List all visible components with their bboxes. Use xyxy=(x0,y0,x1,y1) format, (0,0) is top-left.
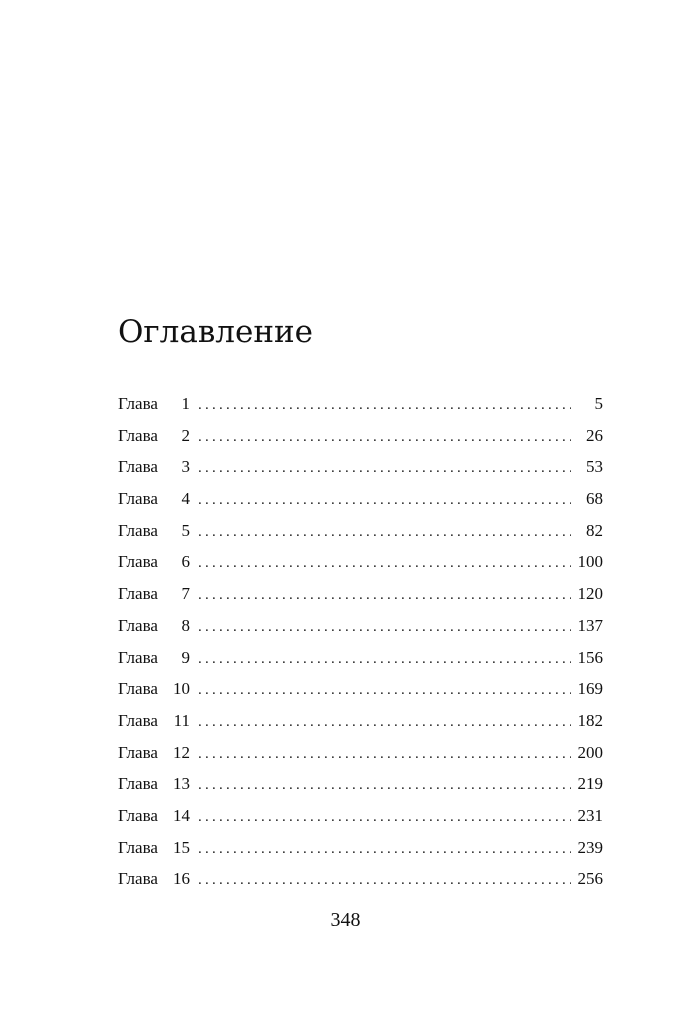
toc-dot-leader xyxy=(198,644,571,676)
toc-entry-chapter-number: 16 xyxy=(173,869,190,889)
toc-entry-label: Глава xyxy=(118,552,158,572)
toc-entry-page-number: 156 xyxy=(577,647,603,667)
toc-entry-page-number: 182 xyxy=(577,710,603,730)
toc-entry-label: Глава xyxy=(118,774,158,794)
toc-dot-leader xyxy=(198,517,571,549)
page-number: 348 xyxy=(330,909,361,931)
toc-entry[interactable] xyxy=(118,388,603,420)
toc-dot-leader xyxy=(198,485,571,517)
toc-entry-page-number: 137 xyxy=(577,615,603,635)
toc-entry-page-number: 256 xyxy=(577,869,603,889)
toc-entry-chapter-number: 3 xyxy=(181,457,190,477)
toc-dot-leader xyxy=(198,390,571,422)
toc-entry-chapter-number: 13 xyxy=(173,774,190,794)
toc-entry-label: Глава xyxy=(118,710,158,730)
toc-entry[interactable] xyxy=(118,546,603,578)
toc-entry-chapter-number: 4 xyxy=(181,489,190,509)
toc-entry-page-number: 200 xyxy=(577,742,603,762)
page-title: Оглавление xyxy=(118,314,313,350)
toc-dot-leader xyxy=(198,612,571,644)
toc-entry-page-number: 231 xyxy=(577,805,603,825)
toc-entry-page-number: 68 xyxy=(586,489,603,509)
toc-dot-leader xyxy=(198,802,571,834)
toc-entry-label: Глава xyxy=(118,679,158,699)
toc-entry-page-number: 100 xyxy=(577,552,603,572)
toc-entry[interactable] xyxy=(118,483,603,515)
toc-entry[interactable] xyxy=(118,768,603,800)
toc-dot-leader xyxy=(198,865,571,897)
toc-entry-label: Глава xyxy=(118,615,158,635)
toc-dot-leader xyxy=(198,834,571,866)
toc-entry-page-number: 169 xyxy=(577,679,603,699)
toc-entry[interactable] xyxy=(118,673,603,705)
toc-entry-label: Глава xyxy=(118,425,158,445)
toc-entry-chapter-number: 5 xyxy=(181,520,190,540)
toc-entry[interactable] xyxy=(118,832,603,864)
toc-entry[interactable] xyxy=(118,642,603,674)
toc-entry-chapter-number: 10 xyxy=(173,679,190,699)
toc-entry[interactable] xyxy=(118,800,603,832)
toc-entry[interactable] xyxy=(118,737,603,769)
toc-entry-chapter-number: 14 xyxy=(173,805,190,825)
toc-entry-chapter-number: 1 xyxy=(181,394,190,413)
toc-entry-label: Глава xyxy=(118,805,158,825)
toc-entry-label: Глава xyxy=(118,394,158,413)
toc-dot-leader xyxy=(198,739,571,771)
toc-dot-leader xyxy=(198,707,571,739)
toc-entry-page-number: 82 xyxy=(586,520,603,540)
toc-entry[interactable] xyxy=(118,451,603,483)
toc-entry-label: Глава xyxy=(118,742,158,762)
toc-dot-leader xyxy=(198,580,571,612)
toc-entry[interactable] xyxy=(118,610,603,642)
toc-entry-label: Глава xyxy=(118,584,158,604)
toc-dot-leader xyxy=(198,453,571,485)
toc-entry-chapter-number: 9 xyxy=(181,647,190,667)
toc-entry-chapter-number: 2 xyxy=(181,425,190,445)
toc-dot-leader xyxy=(198,770,571,802)
toc-entry-page-number: 5 xyxy=(594,394,603,413)
toc-entry-label: Глава xyxy=(118,457,158,477)
toc-entry[interactable] xyxy=(118,420,603,452)
toc-entry-label: Глава xyxy=(118,647,158,667)
toc-entry-page-number: 239 xyxy=(577,837,603,857)
toc-entry-chapter-number: 15 xyxy=(173,837,190,857)
toc-entry-chapter-number: 6 xyxy=(181,552,190,572)
toc-entry-label: Глава xyxy=(118,837,158,857)
toc-entry-label: Глава xyxy=(118,869,158,889)
toc-entry-label: Глава xyxy=(118,520,158,540)
toc-entry-chapter-number: 11 xyxy=(173,710,190,730)
toc-dot-leader xyxy=(198,675,571,707)
toc-entry[interactable] xyxy=(118,863,603,895)
toc-entry-page-number: 26 xyxy=(586,425,603,445)
toc-entry-chapter-number: 12 xyxy=(173,742,190,762)
toc-entry-chapter-number: 8 xyxy=(181,615,190,635)
toc-dot-leader xyxy=(198,548,571,580)
toc-entry[interactable] xyxy=(118,705,603,737)
toc-entry[interactable] xyxy=(118,515,603,547)
toc-entry-page-number: 219 xyxy=(577,774,603,794)
toc-entry-chapter-number: 7 xyxy=(181,584,190,604)
toc-entry-label: Глава xyxy=(118,489,158,509)
toc-entry[interactable] xyxy=(118,578,603,610)
toc-dot-leader xyxy=(198,422,571,454)
toc-entry-page-number: 53 xyxy=(586,457,603,477)
table-of-contents xyxy=(118,388,603,895)
toc-entry-page-number: 120 xyxy=(577,584,603,604)
